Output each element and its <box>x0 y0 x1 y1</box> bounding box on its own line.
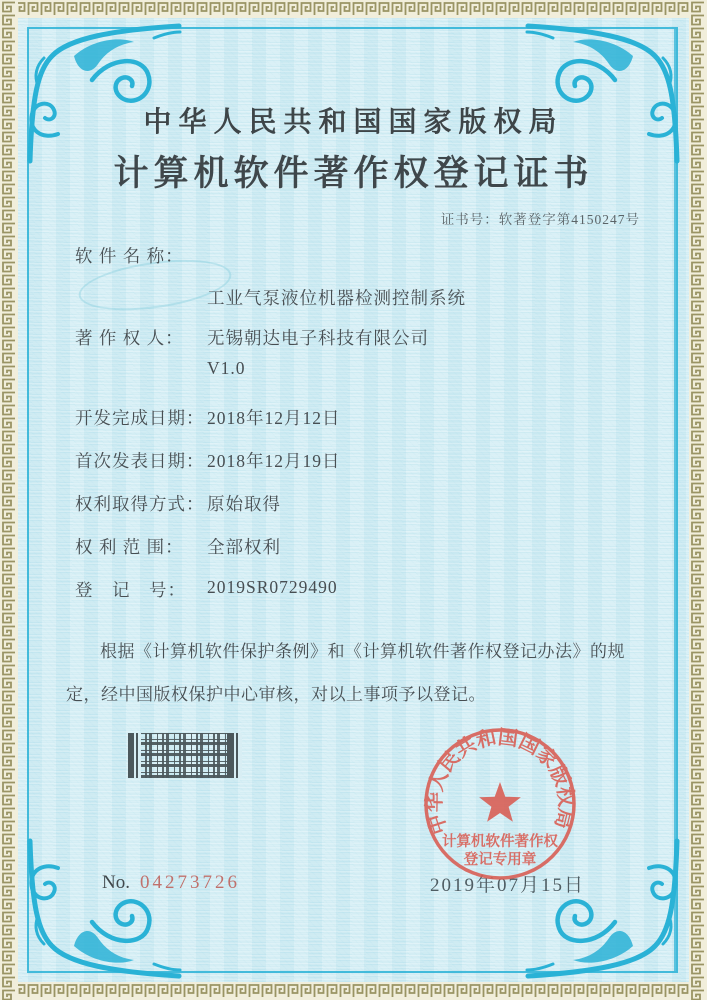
corner-ornament-top-left <box>14 16 184 166</box>
field-registration-number <box>75 577 338 602</box>
certificate-number-value: 软著登字第4150247号 <box>498 212 640 227</box>
serial-label: No. <box>102 872 130 893</box>
issue-date: 2019年07月15日 <box>430 875 586 896</box>
field-copyright-holder <box>75 325 429 350</box>
certificate-number-label: 证书号： <box>440 212 499 227</box>
dev-complete-date: 2018年12月12日 <box>207 408 341 428</box>
corner-ornament-top-right <box>523 16 693 166</box>
field-first-publish-date <box>75 448 341 473</box>
field-rights-scope <box>75 534 281 559</box>
field-label: 著 作 权 人： <box>75 328 184 348</box>
software-version: V1.0 <box>207 358 246 378</box>
meander-border-bottom <box>0 982 707 1000</box>
copyright-holder: 无锡朝达电子科技有限公司 <box>207 328 429 348</box>
registration-statement: 根据《计算机软件保护条例》和《计算机软件著作权登记办法》的规定，经中国版权保护中心审核，对以上事项予以登记。 <box>66 642 625 704</box>
seal-star-icon <box>479 782 521 822</box>
serial-number <box>102 872 240 894</box>
field-label: 权利取得方式： <box>75 494 205 514</box>
field-label: 权 利 范 围： <box>75 537 184 557</box>
seal-office-line1: 计算机软件著作权 <box>442 834 558 850</box>
first-publish-date: 2018年12月19日 <box>207 451 341 471</box>
serial-value: 04273726 <box>139 872 240 893</box>
field-rights-acquisition <box>75 491 281 516</box>
registration-number: 2019SR0729490 <box>207 577 338 597</box>
corner-ornament-bottom-left <box>14 836 184 986</box>
software-name: 工业气泵液位机器检测控制系统 <box>207 288 466 308</box>
seal-ring-text: 中华人民共和国国家版权局 <box>423 726 577 837</box>
barcode <box>128 733 242 778</box>
rights-acquisition: 原始取得 <box>207 494 281 514</box>
issuing-authority-title: 中华人民共和国国家版权局 <box>143 107 564 138</box>
field-label: 首次发表日期： <box>75 451 205 471</box>
seal-office-line2: 登记专用章 <box>463 852 537 868</box>
official-seal <box>422 726 578 882</box>
certificate-title: 计算机软件著作权登记证书 <box>113 154 594 193</box>
certificate-number <box>441 208 640 228</box>
field-label: 软 件 名 称： <box>75 246 184 266</box>
field-label: 开发完成日期： <box>75 408 205 428</box>
field-dev-complete-date <box>75 405 341 430</box>
field-label: 登 记 号： <box>75 580 186 600</box>
rights-scope: 全部权利 <box>207 537 281 557</box>
meander-border-top <box>0 0 707 18</box>
